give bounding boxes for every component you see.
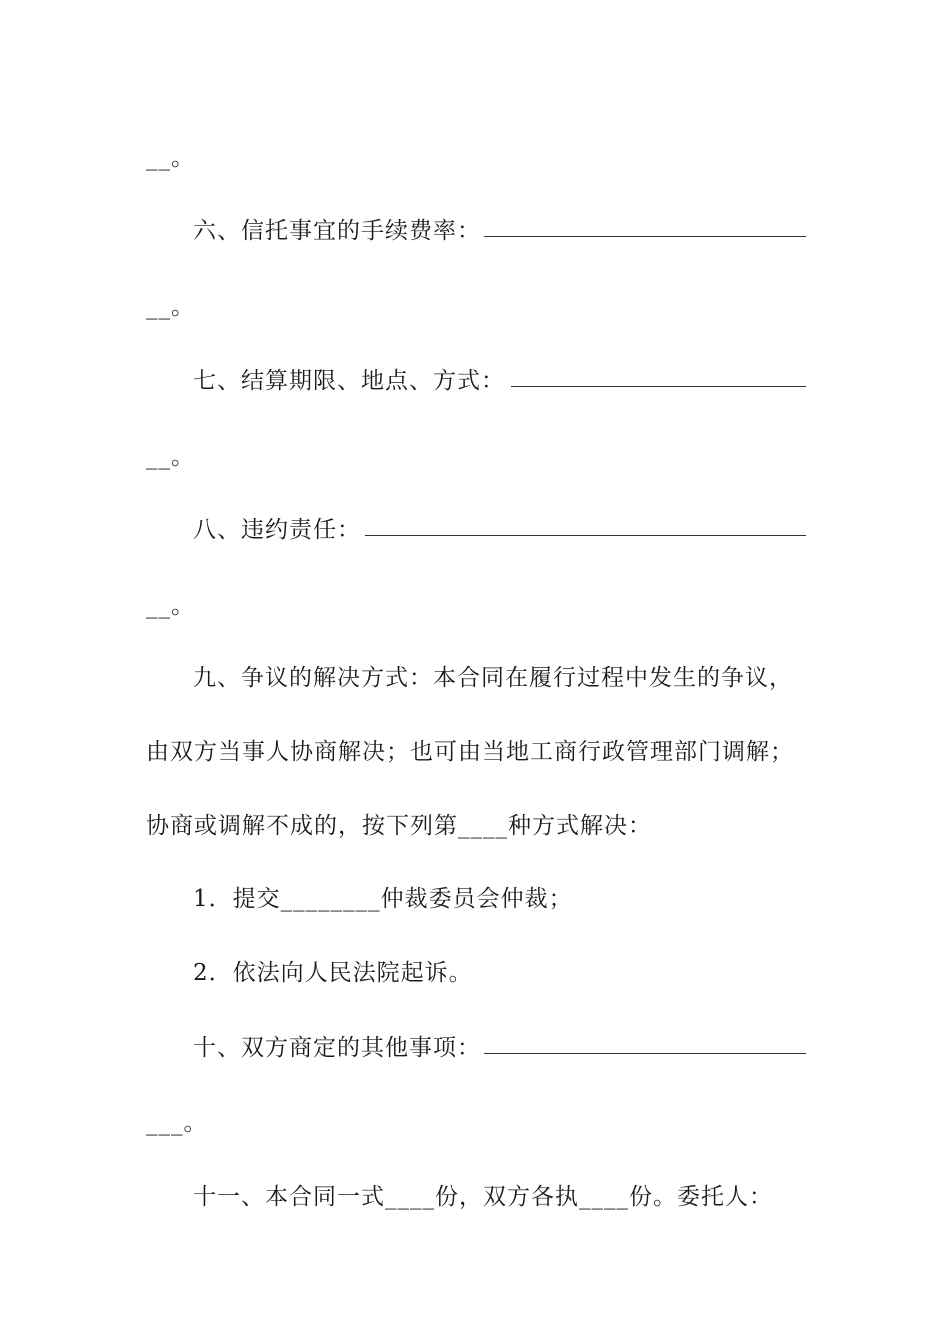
clause-9-dispute-line-3: 协商或调解不成的，按下列第____种方式解决： — [146, 813, 652, 839]
clause-9-dispute-line-2: 由双方当事人协商解决；也可由当地工商行政管理部门调解； — [146, 739, 794, 765]
continuation-line: __。 — [146, 145, 195, 171]
continuation-line: __。 — [146, 444, 195, 470]
blank-line-liability — [365, 535, 806, 536]
blank-line-fee-rate — [484, 236, 806, 237]
clause-7-settlement: 七、结算期限、地点、方式： — [193, 368, 505, 394]
clause-11-copies: 十一、本合同一式____份，双方各执____份。委托人： — [193, 1184, 773, 1210]
blank-line-other-matters — [484, 1053, 806, 1054]
continuation-line: __。 — [146, 294, 195, 320]
continuation-line: ___。 — [146, 1110, 208, 1136]
blank-line-settlement — [511, 386, 806, 387]
continuation-line: __。 — [146, 593, 195, 619]
clause-9-dispute: 九、争议的解决方式：本合同在履行过程中发生的争议， — [193, 665, 793, 691]
option-1-arbitration: 1．提交________仲裁委员会仲裁； — [193, 886, 573, 912]
clause-10-other-matters: 十、双方商定的其他事项： — [193, 1035, 481, 1061]
clause-8-liability: 八、违约责任： — [193, 517, 361, 543]
clause-6-fee-rate: 六、信托事宜的手续费率： — [193, 218, 481, 244]
option-2-lawsuit: 2．依法向人民法院起诉。 — [193, 960, 473, 986]
